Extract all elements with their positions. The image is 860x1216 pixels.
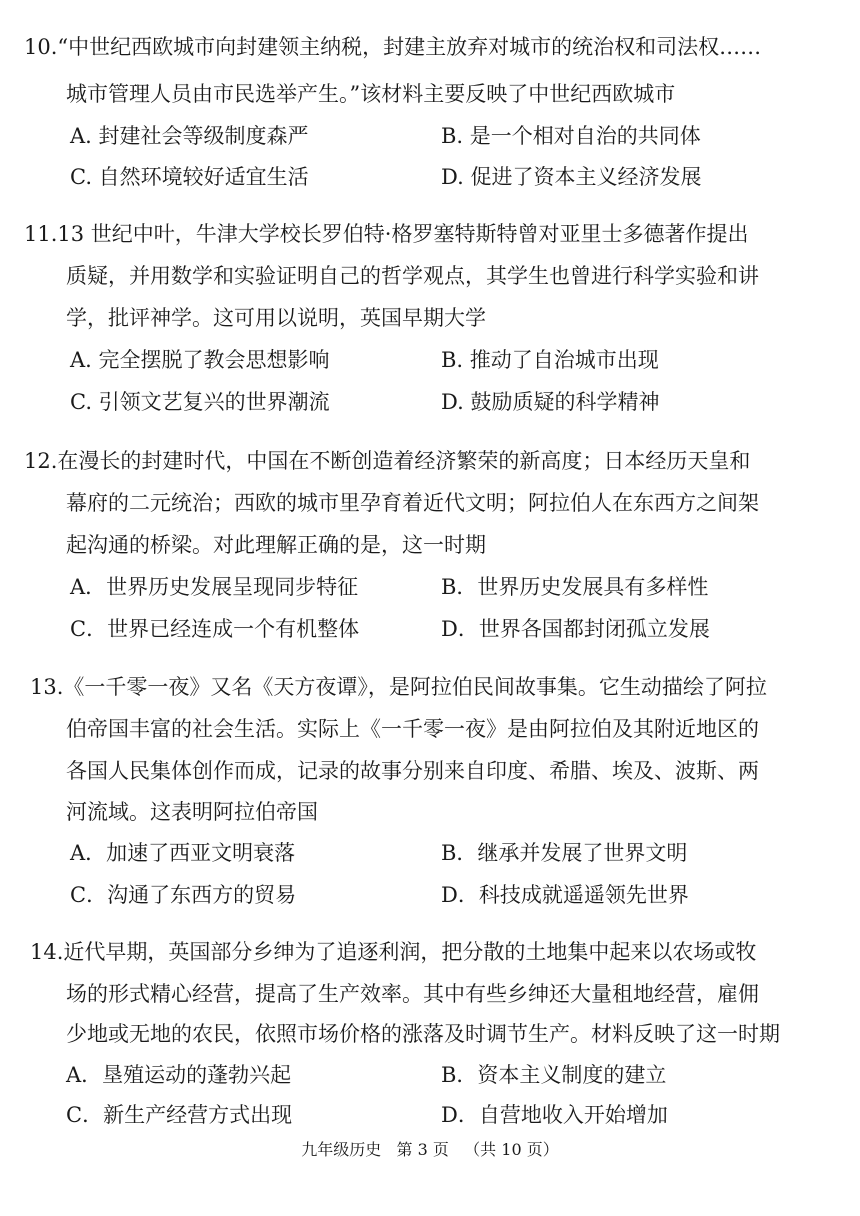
option-d: D. 促进了资本主义经济发展: [441, 165, 702, 189]
option-c: C. 引领文艺复兴的世界潮流: [70, 390, 330, 414]
option-b: B. 是一个相对自治的共同体: [441, 124, 701, 148]
question-stem-line: 伯帝国丰富的社会生活。实际上《一千零一夜》是由阿拉伯及其附近地区的: [66, 717, 759, 741]
option-a: A. 封建社会等级制度森严: [70, 124, 309, 148]
footer-page-number: 第 3 页: [396, 1140, 449, 1159]
question-number: 10.: [24, 35, 58, 59]
question-stem-line: 城市管理人员由市民选举产生。”该材料主要反映了中世纪西欧城市: [66, 82, 676, 106]
question-stem-line: 学，批评神学。这可用以说明，英国早期大学: [66, 306, 486, 330]
question-stem-line: 12.在漫长的封建时代，中国在不断创造着经济繁荣的新高度；日本经历天皇和: [24, 449, 751, 473]
option-b: B. 推动了自治城市出现: [441, 348, 659, 372]
question-stem-line: 13.《一千零一夜》又名《天方夜谭》，是阿拉伯民间故事集。它生动描绘了阿拉: [30, 675, 767, 699]
question-stem-line: 10.“中世纪西欧城市向封建领主纳税，封建主放弃对城市的统治权和司法权……: [24, 35, 762, 59]
footer-total-pages: （共 10 页）: [464, 1140, 559, 1159]
option-b: B．继承并发展了世界文明: [441, 841, 688, 865]
option-c: C. 自然环境较好适宜生活: [70, 165, 309, 189]
option-d: D．世界各国都封闭孤立发展: [441, 617, 710, 641]
question-number: 12.: [24, 449, 58, 473]
option-a: A．加速了西亚文明衰落: [70, 841, 296, 865]
option-a: A．垦殖运动的蓬勃兴起: [66, 1063, 292, 1087]
question-stem-line: 场的形式精心经营，提高了生产效率。其中有些乡绅还大量租地经营，雇佣: [66, 982, 759, 1006]
question-stem-line: 少地或无地的农民，依照市场价格的涨落及时调节生产。材料反映了这一时期: [66, 1022, 780, 1046]
question-stem-line: 起沟通的桥梁。对此理解正确的是，这一时期: [66, 533, 486, 557]
footer-subject: 九年级历史: [301, 1140, 382, 1159]
question-number: 11.: [24, 222, 58, 246]
option-c: C．世界已经连成一个有机整体: [70, 617, 360, 641]
question-stem-line: 11.13 世纪中叶，牛津大学校长罗伯特·格罗塞特斯特曾对亚里士多德著作提出: [24, 222, 749, 246]
option-d: D．自营地收入开始增加: [441, 1103, 668, 1127]
question-number: 14.: [30, 940, 64, 964]
question-stem-line: 14.近代早期，英国部分乡绅为了追逐利润，把分散的土地集中起来以农场或牧: [30, 940, 757, 964]
question-stem-line: 河流域。这表明阿拉伯帝国: [66, 800, 318, 824]
option-a: A. 完全摆脱了教会思想影响: [70, 348, 330, 372]
option-b: B．资本主义制度的建立: [441, 1063, 667, 1087]
question-number: 13.: [30, 675, 64, 699]
option-b: B．世界历史发展具有多样性: [441, 575, 709, 599]
question-stem-line: 各国人民集体创作而成，记录的故事分别来自印度、希腊、埃及、波斯、两: [66, 759, 759, 783]
option-c: C．新生产经营方式出现: [66, 1103, 293, 1127]
option-c: C．沟通了东西方的贸易: [70, 883, 297, 907]
question-stem-line: 质疑，并用数学和实验证明自己的哲学观点，其学生也曾进行科学实验和讲: [66, 264, 759, 288]
question-stem-line: 幕府的二元统治；西欧的城市里孕育着近代文明；阿拉伯人在东西方之间架: [66, 491, 759, 515]
option-d: D. 鼓励质疑的科学精神: [441, 390, 660, 414]
option-d: D．科技成就遥遥领先世界: [441, 883, 689, 907]
option-a: A．世界历史发展呈现同步特征: [70, 575, 359, 599]
page-footer: [0, 1139, 860, 1161]
